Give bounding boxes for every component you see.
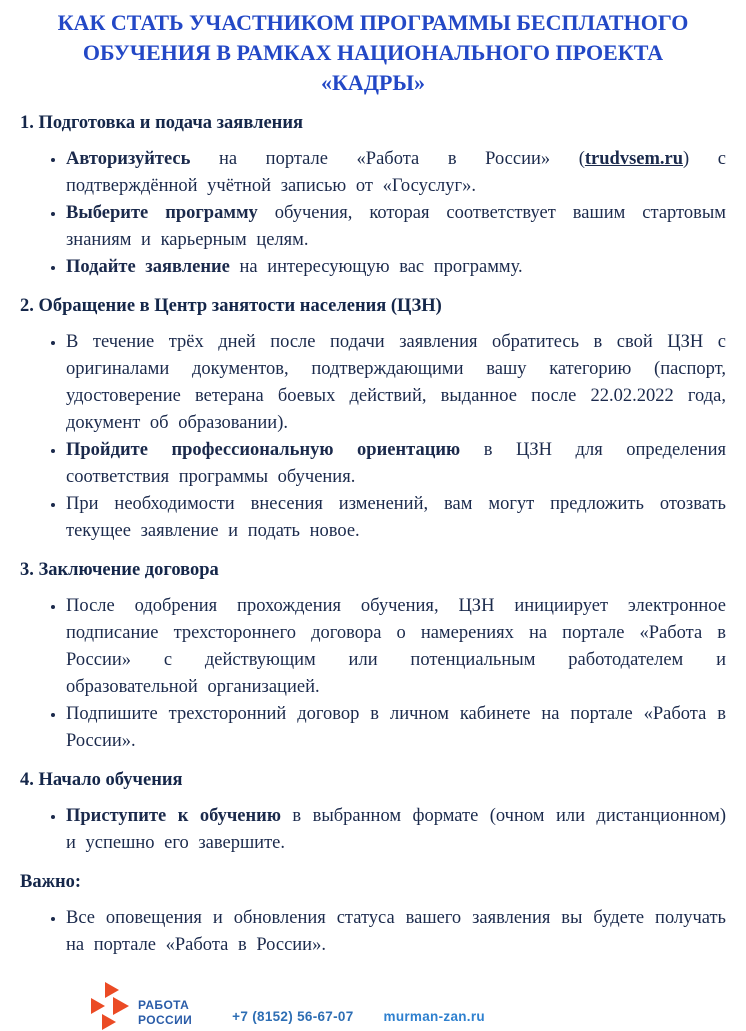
bullet-text: ) с подтверждённой учётной записью от «Госуслуг». <box>66 149 726 196</box>
bullet-item <box>66 254 726 281</box>
section-4-heading: 4. Начало обучения <box>20 770 183 790</box>
section-4-bullets <box>20 803 726 857</box>
section-1-heading: 1. Подготовка и подача заявления <box>20 113 303 133</box>
bullet-text: Все оповещения и обновления статуса вашего заявления вы будете получать на портале «Работа в России». <box>66 908 726 955</box>
bullet-item <box>66 329 726 437</box>
footer-phone: +7 (8152) 56-67-07 <box>232 1009 354 1024</box>
bullet-text: в выбранном формате (очном или дистанционном) и успешно его завершите. <box>66 806 726 853</box>
trudvsem-link[interactable]: trudvsem.ru <box>584 149 684 169</box>
section-1-bullets <box>20 146 726 281</box>
bullet-item <box>66 491 726 545</box>
section-3-heading: 3. Заключение договора <box>20 560 219 580</box>
section-2-bullets <box>20 329 726 545</box>
bullet-item <box>66 905 726 959</box>
bullet-text: После одобрения прохождения обучения, ЦЗН инициирует электронное подписание трехстороннего договора о намерениях на портале «Работа в России» с действующим или потенциальным работодателем и образовательной организацией. <box>66 596 726 697</box>
bullet-item <box>66 146 726 200</box>
important-bullets <box>20 905 726 959</box>
bullet-text: на портале «Работа в России» ( <box>190 149 585 169</box>
bullet-text-bold: Приступите к обучению <box>66 806 281 826</box>
bullet-text: на интересующую вас программу. <box>229 257 523 277</box>
bullet-item <box>66 701 726 755</box>
document-page <box>0 8 746 1027</box>
bullet-item <box>66 200 726 254</box>
bullet-text: Подпишите трехсторонний договор в личном кабинете на портале «Работа в России». <box>66 704 726 751</box>
important-heading: Важно: <box>20 872 82 892</box>
bullet-text: обучения, которая соответствует вашим стартовым знаниям и карьерным целям. <box>66 203 726 250</box>
section-3-bullets <box>20 593 726 755</box>
bullet-item <box>66 803 726 857</box>
section-4 <box>20 768 726 857</box>
bullet-item <box>66 593 726 701</box>
section-2 <box>20 294 726 545</box>
bullet-text: При необходимости внесения изменений, вам могут предложить отозвать текущее заявление и подать новое. <box>66 494 726 541</box>
rabota-rossii-logo-text <box>138 998 192 1028</box>
footer-website: murman-zan.ru <box>383 1009 485 1024</box>
bullet-text-bold: Пройдите профессиональную ориентацию <box>66 440 461 460</box>
logo-text-line1: РАБОТА <box>138 998 190 1012</box>
document-title: КАК СТАТЬ УЧАСТНИКОМ ПРОГРАММЫ БЕСПЛАТНОГО ОБУЧЕНИЯ В РАМКАХ НАЦИОНАЛЬНОГО ПРОЕКТА «КАДРЫ» <box>57 10 689 95</box>
bullet-text-bold: Подайте заявление <box>66 257 230 277</box>
logo-text-line2: РОССИИ <box>138 1013 193 1027</box>
section-3 <box>20 558 726 755</box>
bullet-text: в ЦЗН для определения соответствия программы обучения. <box>66 440 726 487</box>
document-content <box>0 111 746 1031</box>
section-1 <box>20 111 726 281</box>
footer <box>90 981 726 1031</box>
bullet-item <box>66 437 726 491</box>
section-2-heading: 2. Обращение в Центр занятости населения (ЦЗН) <box>20 296 442 316</box>
section-important <box>20 870 726 959</box>
bullet-text: В течение трёх дней после подачи заявления обратитесь в свой ЦЗН с оригиналами документов, подтверждающими вашу категорию (паспорт, удостоверение ветерана боевых действий, выданное после 22.02.2022 года, документ об образовании). <box>66 332 726 433</box>
bullet-text-bold: Авторизуйтесь <box>66 149 191 169</box>
rabota-rossii-logo-icon <box>90 981 130 1031</box>
bullet-text-bold: Выберите программу <box>66 203 258 223</box>
